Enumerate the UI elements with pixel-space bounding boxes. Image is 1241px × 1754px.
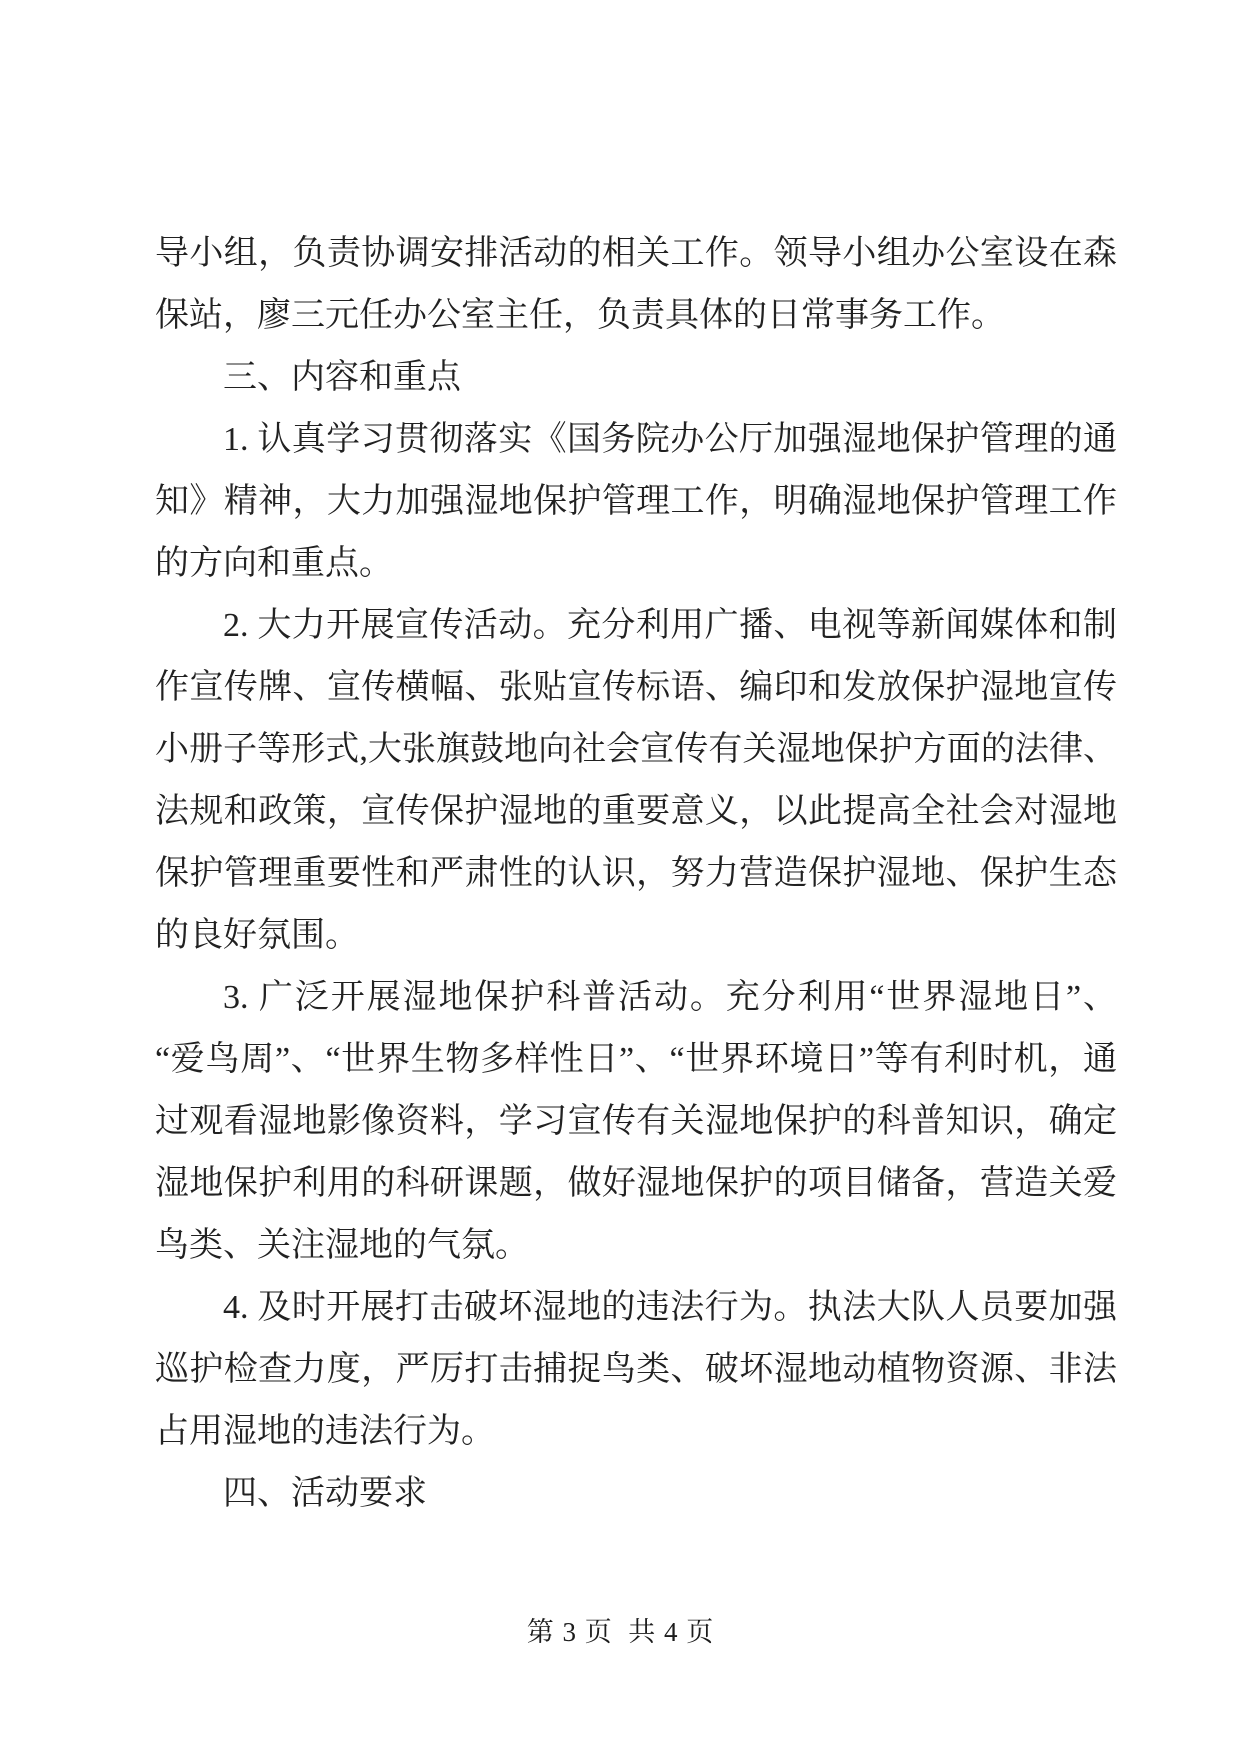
section-heading: 四、活动要求 bbox=[223, 1475, 427, 1512]
body-paragraph: 4. 及时开展打击破坏湿地的违法行为。执法大队人员要加强巡护检查力度，严厉打击捕捉鸟类、破坏湿地动植物资源、非法占用湿地的违法行为。 bbox=[155, 1289, 1117, 1450]
page-number-label: 第 3 页 共 4 页 bbox=[526, 1617, 715, 1647]
body-paragraph: 1. 认真学习贯彻落实《国务院办公厅加强湿地保护管理的通知》精神，大力加强湿地保护管理工作，明确湿地保护管理工作的方向和重点。 bbox=[155, 421, 1117, 582]
body-paragraph: 2. 大力开展宣传活动。充分利用广播、电视等新闻媒体和制作宣传牌、宣传横幅、张贴宣传标语、编印和发放保护湿地宣传小册子等形式,大张旗鼓地向社会宣传有关湿地保护方面的法律、法规和政策，宣传保护湿地的重要意义，以此提高全社会对湿地保护管理重要性和严肃性的认识，努力营造保护湿地、保护生态的良好氛围。 bbox=[155, 607, 1117, 954]
page-footer bbox=[0, 1610, 1241, 1649]
section-heading: 三、内容和重点 bbox=[223, 359, 461, 396]
document-body bbox=[155, 223, 1117, 1525]
body-paragraph-continued: 导小组，负责协调安排活动的相关工作。领导小组办公室设在森保站，廖三元任办公室主任，负责具体的日常事务工作。 bbox=[155, 235, 1117, 334]
body-paragraph: 3. 广泛开展湿地保护科普活动。充分利用“世界湿地日”、“爱鸟周”、“世界生物多样性日”、“世界环境日”等有利时机，通过观看湿地影像资料，学习宣传有关湿地保护的科普知识，确定湿地保护利用的科研课题，做好湿地保护的项目储备，营造关爱鸟类、关注湿地的气氛。 bbox=[155, 979, 1117, 1264]
